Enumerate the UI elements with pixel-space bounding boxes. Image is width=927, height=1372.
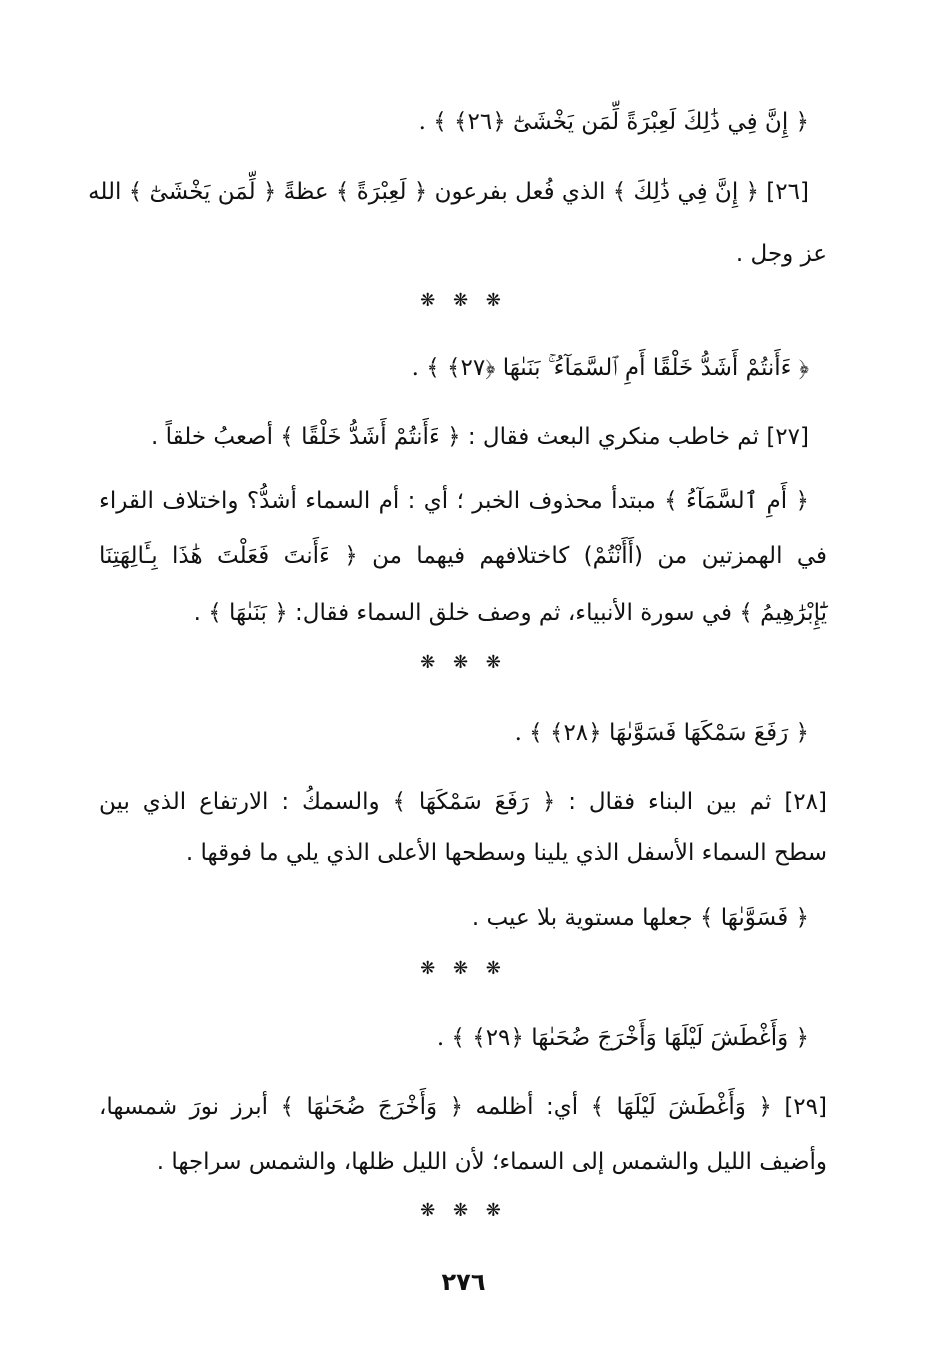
commentary-28-line-2: سطح السماء الأسفل الذي يلينا وسطحها الأعلى الذي يلي ما فوقها . [185, 840, 827, 866]
verse-29: ﴿ وَأَغْطَشَ لَيْلَهَا وَأَخْرَجَ ضُحَىٰهَا ﴿٢٩﴾ ﴾ . [436, 1025, 809, 1051]
section-separator: ❋ ❋ ❋ [420, 290, 507, 311]
commentary-27-line-4: يَٰٓإِبْرَٰهِيمُ ﴾ في سورة الأنبياء، ثم وصف خلق السماء فقال: ﴿ بَنَىٰهَا ﴾ . [193, 600, 827, 626]
commentary-27-line-1: [٢٧] ثم خاطب منكري البعث فقال : ﴿ ءَأَنتُمْ أَشَدُّ خَلْقًا ﴾ أصعبُ خلقاً . [150, 424, 809, 450]
commentary-26-line-2: عز وجل . [735, 241, 827, 267]
commentary-29-line-2: وأضيف الليل والشمس إلى السماء؛ لأن الليل ظلها، والشمس سراجها . [156, 1149, 827, 1175]
verse-28: ﴿ رَفَعَ سَمْكَهَا فَسَوَّىٰهَا ﴿٢٨﴾ ﴾ . [514, 720, 809, 746]
commentary-28-line-3: ﴿ فَسَوَّىٰهَا ﴾ جعلها مستوية بلا عيب . [471, 905, 809, 931]
section-separator: ❋ ❋ ❋ [420, 652, 507, 673]
commentary-27-line-3: في الهمزتين من (أَأَنْتُمْ) كاختلافهم فيهما من ﴿ ءَأَنتَ فَعَلْتَ هَٰذَا بِـَٔالِهَتِنَا [99, 543, 827, 569]
commentary-26-line-1: [٢٦] ﴿ إِنَّ فِي ذَٰلِكَ ﴾ الذي فُعل بفرعون ﴿ لَعِبْرَةً ﴾ عظةً ﴿ لِّمَن يَخْشَىٰٓ ﴾ الله [88, 179, 809, 205]
commentary-28-line-1: [٢٨] ثم بين البناء فقال : ﴿ رَفَعَ سَمْكَهَا ﴾ والسمكُ : الارتفاع الذي بين [99, 789, 827, 815]
commentary-29-line-1: [٢٩] ﴿ وَأَغْطَشَ لَيْلَهَا ﴾ أي: أظلمه ﴿ وَأَخْرَجَ ضُحَىٰهَا ﴾ أبرز نورَ شمسها، [99, 1094, 827, 1120]
section-separator: ❋ ❋ ❋ [420, 1200, 507, 1221]
commentary-27-line-2: ﴿ أَمِ ٱلسَّمَآءُ ﴾ مبتدأ محذوف الخبر ؛ أي : أم السماء أشدُّ؟ واختلاف القراء [99, 488, 809, 514]
verse-26: ﴿ إِنَّ فِي ذَٰلِكَ لَعِبْرَةً لِّمَن يَخْشَىٰٓ ﴿٢٦﴾ ﴾ . [418, 109, 809, 135]
section-separator: ❋ ❋ ❋ [420, 958, 507, 979]
page-number: ٢٧٦ [441, 1268, 486, 1296]
verse-27: ﴿ ءَأَنتُمْ أَشَدُّ خَلْقًا أَمِ ٱلسَّمَآءُ ۚ بَنَىٰهَا ﴿٢٧﴾ ﴾ . [411, 355, 809, 381]
